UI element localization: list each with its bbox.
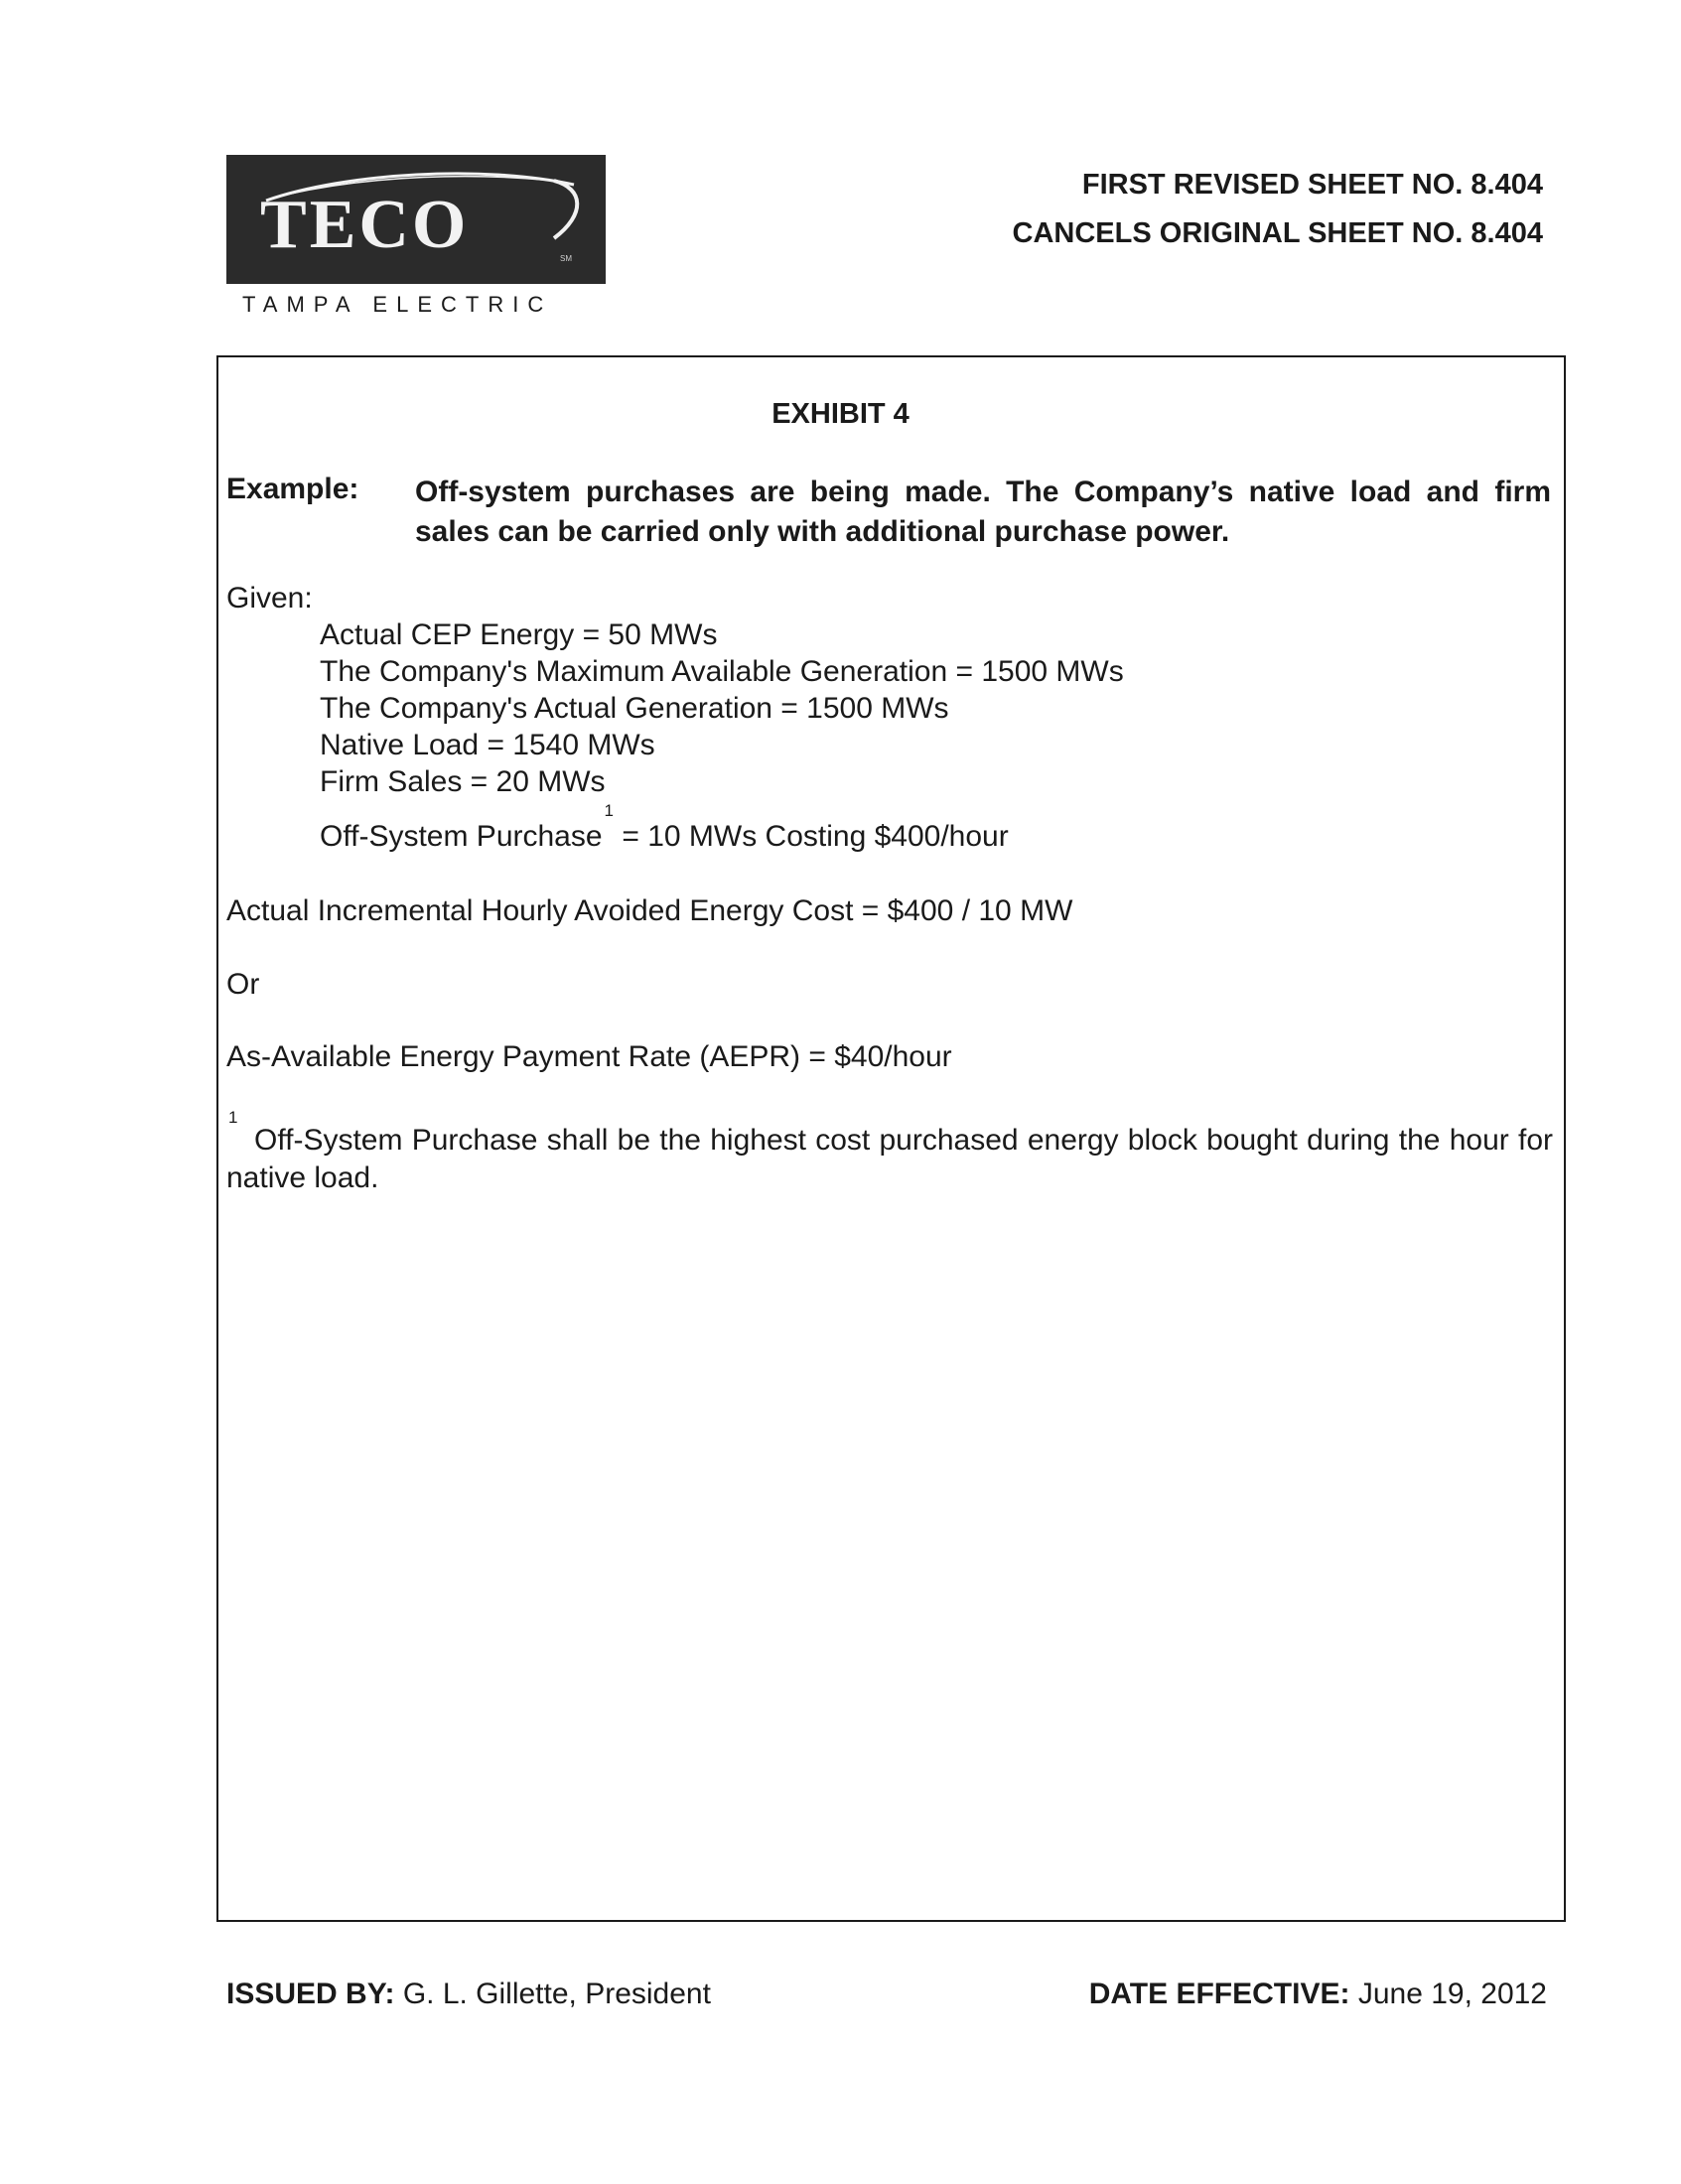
example-label: Example:: [226, 473, 359, 505]
off-system-purchase-line: [320, 801, 1009, 853]
given-item: The Company's Maximum Available Generation = 1500 MWs: [320, 655, 1124, 688]
footnote-marker: 1: [228, 1108, 238, 1127]
date-effective-label: DATE EFFECTIVE:: [1088, 1978, 1350, 2010]
date-effective: [1089, 1979, 1547, 2009]
exhibit-title: EXHIBIT 4: [771, 398, 910, 430]
sheet-number: FIRST REVISED SHEET NO. 8.404: [1081, 169, 1543, 201]
given-item: Firm Sales = 20 MWs: [320, 765, 606, 798]
footnote-text: Off-System Purchase shall be the highest cost purchased energy block bought during the hour for native load.: [226, 1124, 1553, 1194]
date-effective-value: June 19, 2012: [1357, 1978, 1547, 2010]
logo-service-mark: SM: [560, 254, 572, 263]
issued-by-label: ISSUED BY:: [226, 1978, 395, 2010]
given-item: Native Load = 1540 MWs: [320, 729, 655, 761]
logo-wordmark: TECO: [260, 187, 470, 263]
off-system-purchase-value: = 10 MWs Costing $400/hour: [614, 820, 1009, 853]
given-item: Actual CEP Energy = 50 MWs: [320, 618, 718, 651]
company-logo: [226, 155, 606, 284]
or-text: Or: [226, 968, 260, 1001]
example-text: Off-system purchases are being made. The Company’s native load and firm sales can be carried only with additional purchase power.: [415, 476, 1551, 548]
given-label: Given:: [226, 582, 313, 614]
incremental-cost-line: Actual Incremental Hourly Avoided Energy Cost = $400 / 10 MW: [226, 894, 1073, 927]
logo-tagline: TAMPA ELECTRIC: [242, 292, 553, 317]
given-item: The Company's Actual Generation = 1500 MWs: [320, 692, 949, 725]
sheet-cancels: CANCELS ORIGINAL SHEET NO. 8.404: [1012, 217, 1543, 249]
issued-by: [226, 1979, 711, 2009]
aepr-line: As-Available Energy Payment Rate (AEPR) = $40/hour: [226, 1040, 952, 1073]
off-system-purchase-footnote-ref: 1: [604, 801, 615, 820]
issued-by-value: G. L. Gillette, President: [402, 1978, 711, 2010]
off-system-purchase-label: Off-System Purchase: [320, 820, 603, 853]
